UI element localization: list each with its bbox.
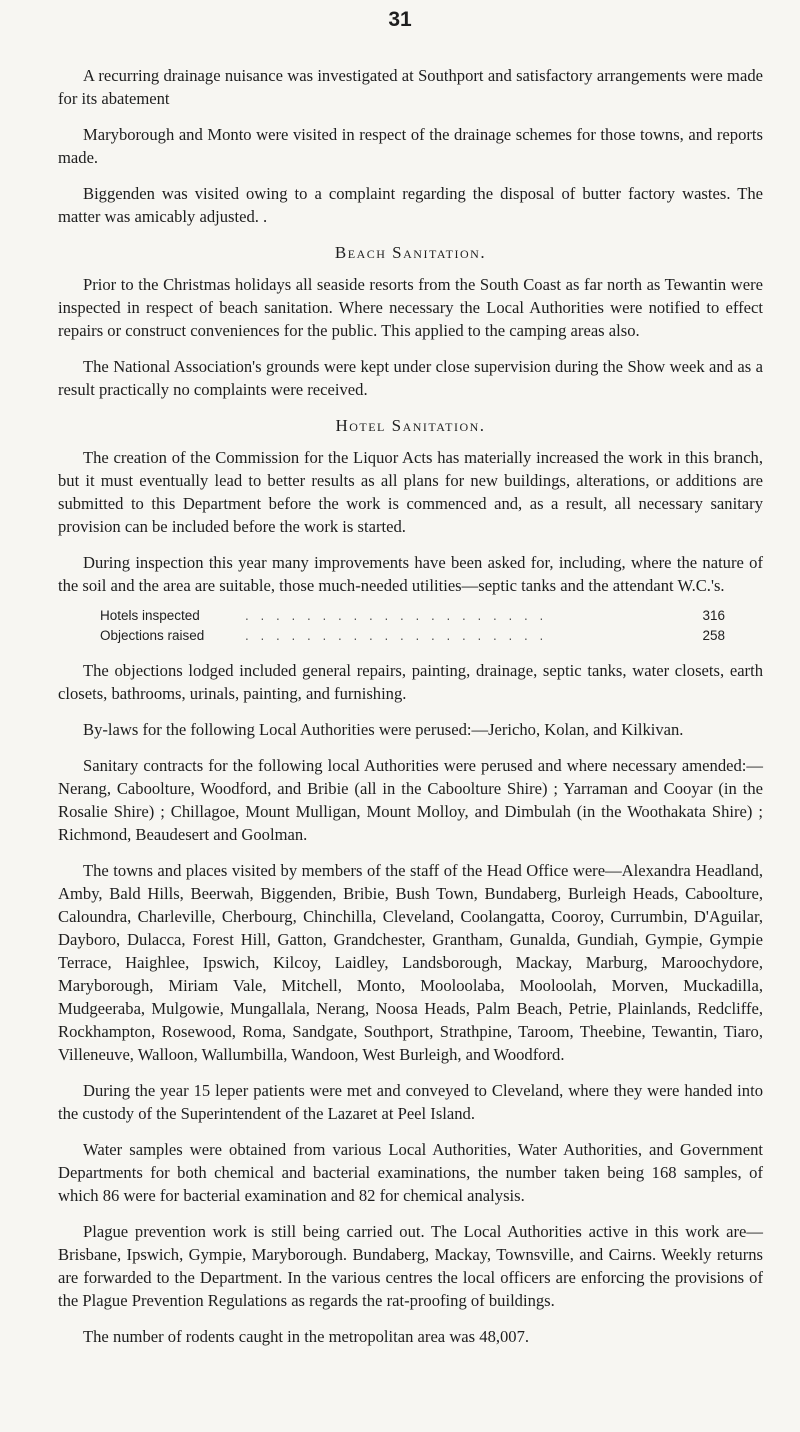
paragraph: By-laws for the following Local Authorities were perused:—Jericho, Kolan, and Kilkivan. [83,720,684,739]
paragraph: Sanitary contracts for the following local Authorities were perused and where necessary amended:—Nerang, Caboolture, Woodford, and Bribie (all in the Caboolture Shire) ; Yarraman and Cooyar (in the Rosalie Shire) ; Chillagoe, Mount Mulligan, Mount Molloy, and Dimbulah (in the Woothakata Shire) ; Richmond, Beaudesert and Goolman. [58,756,763,844]
leader-dots: . . . . . . . . . . . . . . . . . . . . [245,628,548,643]
paragraph: The National Association's grounds were kept under close supervision during the Show week and as a result practically no complaints were received. [58,357,763,399]
hotel-sanitation-heading: Hotel Sanitation. [335,416,486,435]
leader-dots: . . . . . . . . . . . . . . . . . . . . [245,608,548,623]
paragraph: The towns and places visited by members of the staff of the Head Office were—Alexandra Headland, Amby, Bald Hills, Beerwah, Biggenden, Bribie, Bush Town, Bundaberg, Burleigh Heads, Caboolture, Caloundra, Charleville, Cherbourg, Chinchilla, Cleveland, Coolangatta, Cooroy, Currumbin, D'Aguilar, Dayboro, Dulacca, Forest Hill, Gatton, Grandchester, Grantham, Gunalda, Gundiah, Gympie, Gympie Terrace, Haighlee, Ipswich, Kilcoy, Laidley, Landsborough, Mackay, Marburg, Maroochydore, Maryborough, Miriam Vale, Mitchell, Monto, Mooloolaba, Mooloolah, Morven, Muckadilla, Mudgeeraba, Mulgowie, Mungallala, Nerang, Noosa Heads, Palm Beach, Petrie, Plainlands, Redcliffe, Rockhampton, Rosewood, Roma, Sandgate, Southport, Strathpine, Taroom, Theebine, Tewantin, Tiaro, Villeneuve, Walloon, Wallumbilla, Wandoon, West Burleigh, and Woodford. [58,861,763,1064]
paragraph: Biggenden was visited owing to a complaint regarding the disposal of butter factory wastes. The matter was amicably adjusted. . [58,184,763,226]
beach-sanitation-heading: Beach Sanitation. [334,243,487,262]
hotel-stats-table [100,606,725,646]
table-row [100,626,725,646]
paragraph: The number of rodents caught in the metropolitan area was 48,007. [83,1327,530,1346]
paragraph: Prior to the Christmas holidays all seaside resorts from the South Coast as far north as Tewantin were inspected in respect of beach sanitation. Where necessary the Local Authorities were notified to effect repairs or construct conveniences for the public. This applied to the camping areas also. [58,275,763,340]
stat-value: 316 [702,608,725,623]
page-number: 31 [388,8,412,31]
paragraph: The creation of the Commission for the Liquor Acts has materially increased the work in this branch, but it must eventually lead to better results as all plans for new buildings, alterations, or additions are submitted to this Department before the work is commenced and, as a result, all necessary sanitary provision can be included before the work is started. [58,448,763,536]
paragraph: Plague prevention work is still being carried out. The Local Authorities active in this work are—Brisbane, Ipswich, Gympie, Maryborough. Bundaberg, Mackay, Townsville, and Cairns. Weekly returns are forwarded to the Department. In the various centres the local officers are enforcing the provisions of the Plague Prevention Regulations as regards the rat-proofing of buildings. [58,1222,763,1310]
paragraph: The objections lodged included general repairs, painting, drainage, septic tanks, water closets, earth closets, bathrooms, urinals, painting, and furnishing. [58,661,763,703]
paragraph: Water samples were obtained from various Local Authorities, Water Authorities, and Government Departments for both chemical and bacterial examinations, the number taken being 168 samples, of which 86 were for bacterial examination and 82 for chemical analysis. [58,1140,763,1205]
stat-label: Objections raised [100,628,205,643]
table-row [100,606,725,626]
stat-label: Hotels inspected [100,608,200,623]
paragraph: During the year 15 leper patients were met and conveyed to Cleveland, where they were handed into the custody of the Superintendent of the Lazaret at Peel Island. [58,1081,763,1123]
paragraph: Maryborough and Monto were visited in respect of the drainage schemes for those towns, and reports made. [58,125,763,167]
stat-value: 258 [702,628,725,643]
paragraph: During inspection this year many improvements have been asked for, including, where the nature of the soil and the area are suitable, those much-needed utilities—septic tanks and the attendant W.C.'s. [58,553,763,595]
paragraph: A recurring drainage nuisance was investigated at Southport and satisfactory arrangements were made for its abatement [58,66,763,108]
page-content [58,64,763,1361]
